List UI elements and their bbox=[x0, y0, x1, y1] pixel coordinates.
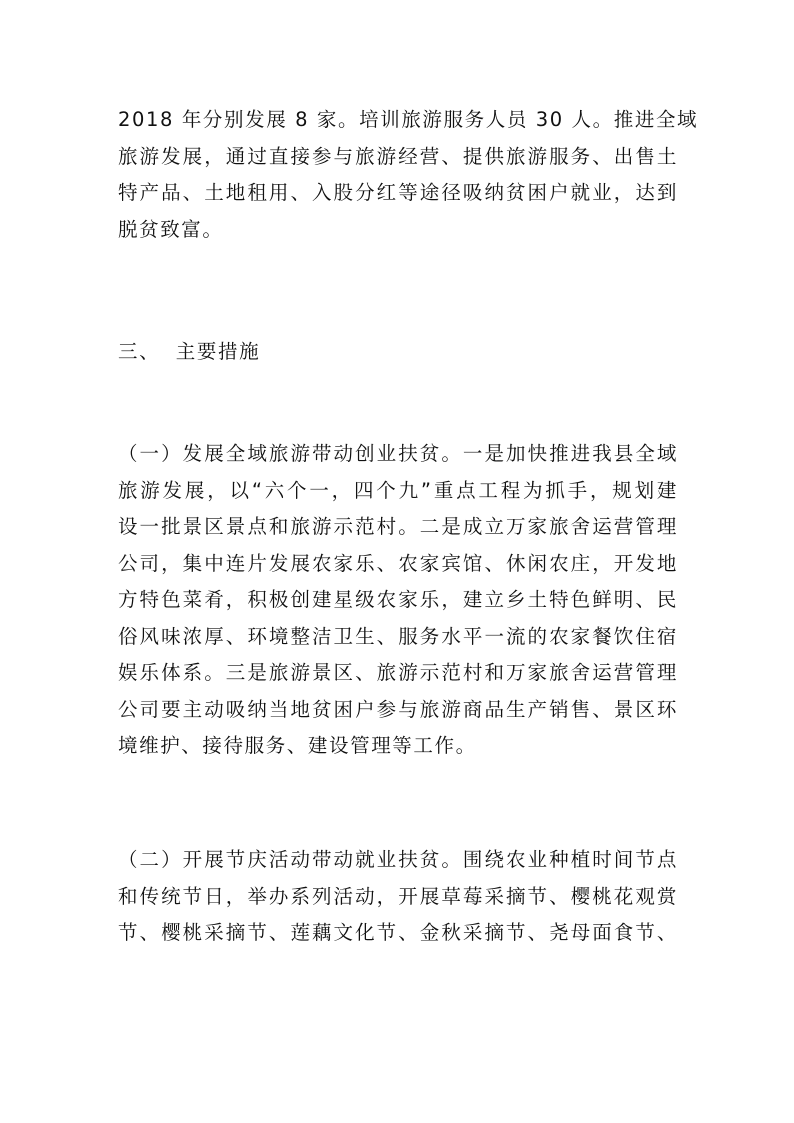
text-line: 脱贫致富。 bbox=[118, 217, 224, 241]
section-heading-text: 三、 主要措施 bbox=[118, 340, 261, 363]
paragraph-festival-employment bbox=[118, 842, 678, 952]
text-line: 境维护、接待服务、建设管理等工作。 bbox=[118, 734, 477, 757]
paragraph-tourism-poverty-relief bbox=[118, 436, 678, 765]
section-heading-main-measures bbox=[118, 334, 678, 371]
paragraph-employment-summary bbox=[118, 102, 699, 248]
text-line: 设一批景区景点和旅游示范村。二是成立万家旅舍运营管理 bbox=[118, 515, 678, 538]
text-line: （一）发展全域旅游带动创业扶贫。一是加快推进我县全域 bbox=[118, 442, 678, 465]
text-line: 娱乐体系。三是旅游景区、旅游示范村和万家旅舍运营管理 bbox=[118, 661, 678, 684]
text-line: （二）开展节庆活动带动就业扶贫。围绕农业种植时间节点 bbox=[118, 848, 678, 871]
text-line: 和传统节日，举办系列活动，开展草莓采摘节、樱桃花观赏 bbox=[118, 884, 678, 908]
text-line: 公司要主动吸纳当地贫困户参与旅游商品生产销售、景区环 bbox=[118, 697, 678, 721]
text-line: 旅游发展，以“六个一，四个九”重点工程为抓手，规划建 bbox=[118, 478, 678, 502]
text-line: 方特色菜肴，积极创建星级农家乐，建立乡土特色鲜明、民 bbox=[118, 588, 678, 611]
text-line: 俗风味浓厚、环境整洁卫生、服务水平一流的农家餐饮住宿 bbox=[118, 624, 678, 648]
text-line: 2018 年分别发展 8 家。培训旅游服务人员 30 人。推进全域 bbox=[118, 108, 699, 131]
text-line: 特产品、土地租用、入股分红等途径吸纳贫困户就业，达到 bbox=[118, 181, 678, 204]
text-line: 节、樱桃采摘节、莲藕文化节、金秋采摘节、尧母面食节、 bbox=[118, 921, 678, 944]
text-line: 公司，集中连片发展农家乐、农家宾馆、休闲农庄，开发地 bbox=[118, 551, 678, 575]
text-line: 旅游发展，通过直接参与旅游经营、提供旅游服务、出售土 bbox=[118, 144, 678, 168]
